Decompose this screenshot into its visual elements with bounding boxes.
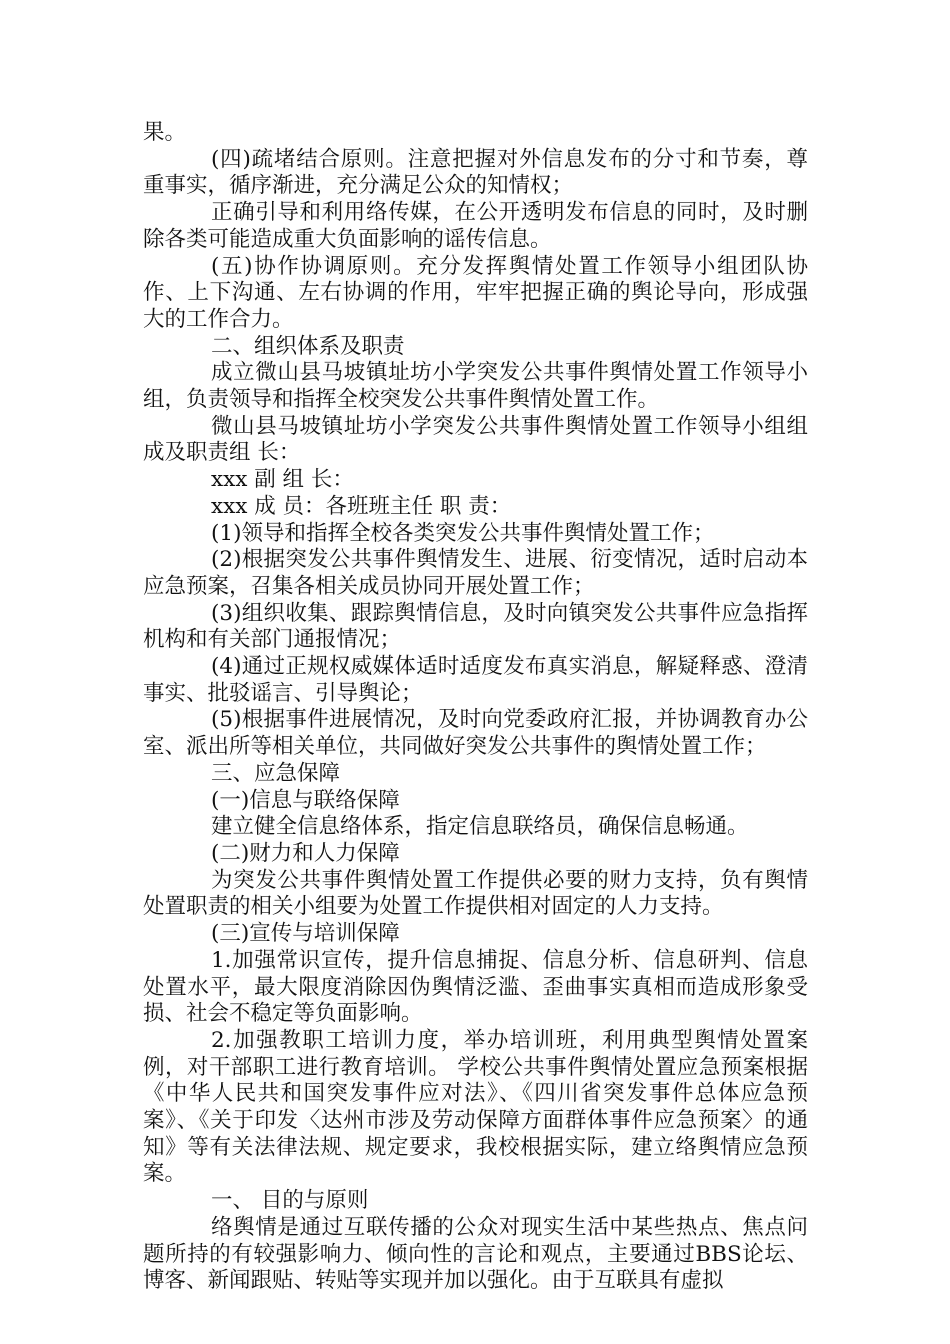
paragraph-18: (二)财力和人力保障	[211, 840, 400, 866]
paragraph-1: 果。	[143, 120, 187, 145]
paragraph-8: xxx 副 组 长：	[211, 467, 354, 493]
paragraph-24: 络舆情是通过互联传播的公众对现实生活中某些热点、焦点问题所持的有较强影响力、倾向性的言论和观点，主要通过BBS论坛、博客、新闻跟贴、转贴等实现并加以强化。由于互联具有虚拟	[143, 1214, 808, 1294]
paragraph-9: xxx 成 员：各班班主任 职 责：	[211, 493, 512, 519]
paragraph-10: (1)领导和指挥全校各类突发公共事件舆情处置工作；	[211, 520, 715, 546]
paragraph-3: 正确引导和利用络传媒，在公开透明发布信息的同时，及时删除各类可能造成重大负面影响的谣传信息。	[143, 200, 808, 252]
paragraph-19: 为突发公共事件舆情处置工作提供必要的财力支持，负有舆情处置职责的相关小组要为处置工作提供相对固定的人力支持。	[143, 867, 808, 920]
paragraph-5: 二、组织体系及职责	[211, 333, 405, 359]
paragraph-4: (五)协作协调原则。充分发挥舆情处置工作领导小组团队协作、上下沟通、左右协调的作用，牢牢把握正确的舆论导向，形成强大的工作合力。	[143, 253, 808, 332]
paragraph-16: (一)信息与联络保障	[211, 787, 400, 813]
paragraph-2: (四)疏堵结合原则。注意把握对外信息发布的分寸和节奏，尊重事实，循序渐进，充分满足公众的知情权；	[143, 146, 808, 199]
document-body	[143, 120, 808, 1295]
paragraph-14: (5)根据事件进展情况，及时向党委政府汇报，并协调教育办公室、派出所等相关单位，共同做好突发公共事件的舆情处置工作；	[143, 707, 808, 760]
paragraph-13: (4)通过正规权威媒体适时适度发布真实消息，解疑释惑、澄清事实、批驳谣言、引导舆论；	[143, 654, 808, 706]
paragraph-6: 成立微山县马坡镇址坊小学突发公共事件舆情处置工作领导小组，负责领导和指挥全校突发公共事件舆情处置工作。	[143, 360, 808, 413]
paragraph-15: 三、应急保障	[211, 760, 341, 786]
paragraph-21: 1.加强常识宣传，提升信息捕捉、信息分析、信息研判、信息处置水平，最大限度消除因伪舆情泛滥、歪曲事实真相而造成形象受损、社会不稳定等负面影响。	[143, 947, 808, 1027]
paragraph-12: (3)组织收集、跟踪舆情信息，及时向镇突发公共事件应急指挥机构和有关部门通报情况；	[143, 600, 808, 653]
paragraph-23: 一、 目的与原则	[211, 1188, 369, 1214]
paragraph-20: (三)宣传与培训保障	[211, 921, 400, 947]
paragraph-22: 2.加强教职工培训力度，举办培训班，利用典型舆情处置案例，对干部职工进行教育培训。 学校公共事件舆情处置应急预案根据《中华人民共和国突发事件应对法》、《四川省突发事件总体应急预案》、《关于印发〈达州市涉及劳动保障方面群体事件应急预案〉的通知》等有关法律法规、规定要求，我校根据实际，建立络舆情应急预案。	[143, 1027, 808, 1187]
paragraph-11: (2)根据突发公共事件舆情发生、进展、衍变情况，适时启动本应急预案，召集各相关成员协同开展处置工作；	[143, 547, 808, 599]
paragraph-7: 微山县马坡镇址坊小学突发公共事件舆情处置工作领导小组组成及职责组 长：	[143, 413, 808, 466]
paragraph-17: 建立健全信息络体系，指定信息联络员，确保信息畅通。	[211, 814, 749, 840]
